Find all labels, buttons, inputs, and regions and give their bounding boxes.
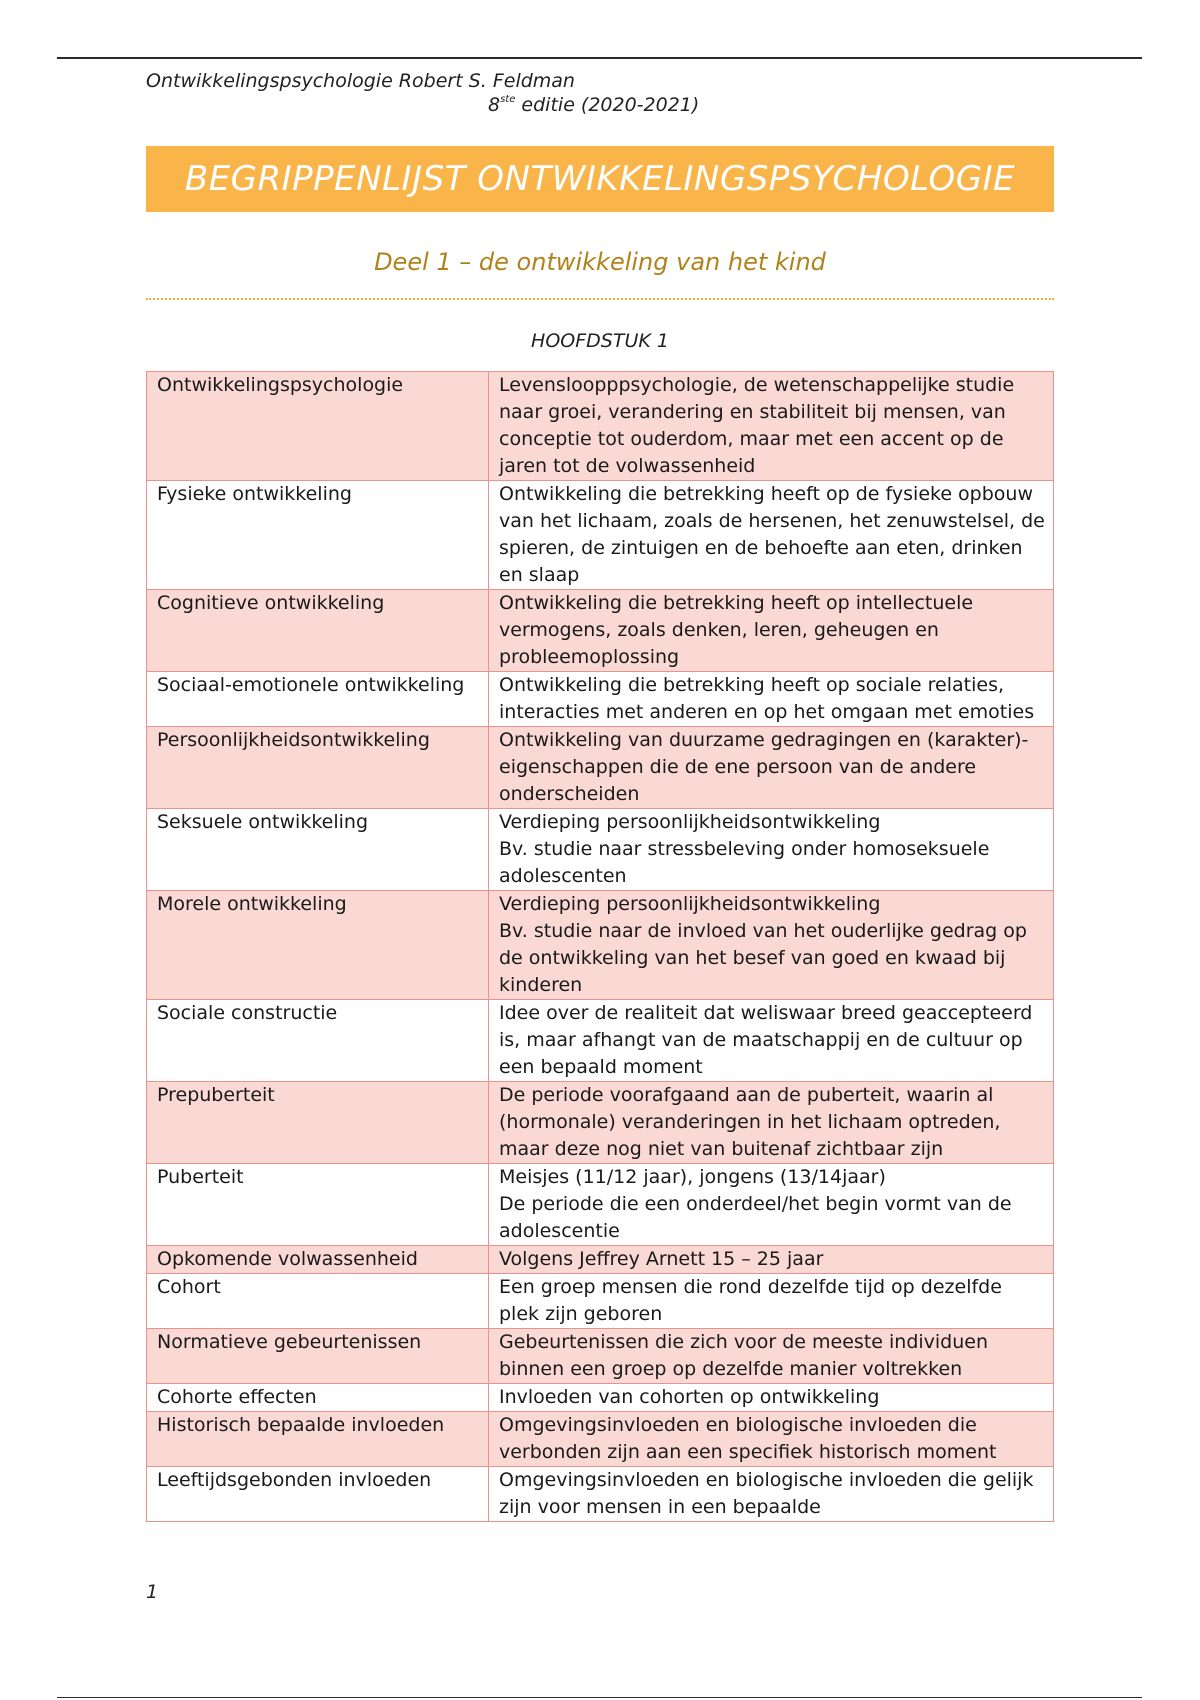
glossary-term: Historisch bepaalde invloeden bbox=[147, 1412, 489, 1467]
definition-line: Omgevingsinvloeden en biologische invloeden die gelijk zijn voor mensen in een bepaalde bbox=[499, 1469, 1034, 1518]
glossary-definition bbox=[489, 809, 1054, 891]
definition-line: Meisjes (11/12 jaar), jongens (13/14jaar) bbox=[499, 1166, 886, 1188]
glossary-term: Fysieke ontwikkeling bbox=[147, 481, 489, 590]
glossary-definition bbox=[489, 590, 1054, 672]
glossary-table bbox=[146, 371, 1054, 1522]
table-row bbox=[147, 809, 1054, 891]
definition-line: Verdieping persoonlijkheidsontwikkeling bbox=[499, 811, 881, 833]
glossary-definition bbox=[489, 1384, 1054, 1412]
glossary-term: Persoonlijkheidsontwikkeling bbox=[147, 727, 489, 809]
glossary-definition bbox=[489, 1329, 1054, 1384]
glossary-definition bbox=[489, 891, 1054, 1000]
glossary-definition bbox=[489, 1164, 1054, 1246]
table-row bbox=[147, 1274, 1054, 1329]
table-row bbox=[147, 727, 1054, 809]
top-rule bbox=[57, 57, 1142, 59]
glossary-definition bbox=[489, 1467, 1054, 1522]
table-row bbox=[147, 1082, 1054, 1164]
glossary-term: Sociale constructie bbox=[147, 1000, 489, 1082]
glossary-definition bbox=[489, 1274, 1054, 1329]
part-title: Deel 1 – de ontwikkeling van het kind bbox=[374, 248, 826, 276]
edition-number: 8 bbox=[488, 94, 501, 116]
table-row bbox=[147, 1384, 1054, 1412]
definition-line: Ontwikkeling die betrekking heeft op sociale relaties, interacties met anderen en op het omgaan met emoties bbox=[499, 674, 1035, 723]
glossary-term: Prepuberteit bbox=[147, 1082, 489, 1164]
glossary-definition bbox=[489, 372, 1054, 481]
title-banner bbox=[146, 146, 1054, 212]
bottom-rule bbox=[57, 1697, 1142, 1698]
definition-line: Ontwikkeling die betrekking heeft op intellectuele vermogens, zoals denken, leren, geheugen en probleemoplossing bbox=[499, 592, 974, 668]
glossary-definition bbox=[489, 1412, 1054, 1467]
glossary-definition bbox=[489, 1000, 1054, 1082]
glossary-definition bbox=[489, 1246, 1054, 1274]
glossary-term: Morele ontwikkeling bbox=[147, 891, 489, 1000]
table-row bbox=[147, 891, 1054, 1000]
definition-line: Bv. studie naar stressbeleving onder homoseksuele adolescenten bbox=[499, 838, 990, 887]
page-number: 1 bbox=[146, 1581, 159, 1603]
table-row bbox=[147, 590, 1054, 672]
glossary-definition bbox=[489, 672, 1054, 727]
glossary-term: Ontwikkelingspsychologie bbox=[147, 372, 489, 481]
definition-line: Invloeden van cohorten op ontwikkeling bbox=[499, 1386, 880, 1408]
edition-rest: editie (2020-2021) bbox=[515, 94, 700, 116]
glossary-term: Normatieve gebeurtenissen bbox=[147, 1329, 489, 1384]
banner-title: BEGRIPPENLIJST ONTWIKKELINGSPSYCHOLOGIE bbox=[184, 159, 1016, 199]
definition-line: Volgens Jeffrey Arnett 15 – 25 jaar bbox=[499, 1248, 824, 1270]
dotted-divider bbox=[146, 298, 1054, 300]
table-row bbox=[147, 481, 1054, 590]
glossary-term: Cohorte effecten bbox=[147, 1384, 489, 1412]
definition-line: Verdieping persoonlijkheidsontwikkeling bbox=[499, 893, 881, 915]
definition-line: Een groep mensen die rond dezelfde tijd op dezelfde plek zijn geboren bbox=[499, 1276, 1002, 1325]
definition-line: De periode voorafgaand aan de puberteit, waarin al (hormonale) veranderingen in het lichaam optreden, maar deze nog niet van buitenaf zichtbaar zijn bbox=[499, 1084, 1001, 1160]
edition-line bbox=[488, 94, 699, 116]
definition-line: Idee over de realiteit dat weliswaar breed geaccepteerd is, maar afhangt van de maatschappij en de cultuur op een bepaald moment bbox=[499, 1002, 1033, 1078]
table-row bbox=[147, 1246, 1054, 1274]
chapter-title: HOOFDSTUK 1 bbox=[531, 330, 669, 352]
glossary-term: Leeftijdsgebonden invloeden bbox=[147, 1467, 489, 1522]
table-row bbox=[147, 1412, 1054, 1467]
glossary-definition bbox=[489, 727, 1054, 809]
glossary-definition bbox=[489, 481, 1054, 590]
table-row bbox=[147, 372, 1054, 481]
definition-line: Bv. studie naar de invloed van het ouderlijke gedrag op de ontwikkeling van het besef van goed en kwaad bij kinderen bbox=[499, 920, 1027, 996]
edition-suffix: ste bbox=[500, 94, 516, 105]
definition-line: Gebeurtenissen die zich voor de meeste individuen binnen een groep op dezelfde manier voltrekken bbox=[499, 1331, 989, 1380]
book-title: Ontwikkelingspsychologie Robert S. Feldman bbox=[146, 70, 575, 92]
glossary-term: Opkomende volwassenheid bbox=[147, 1246, 489, 1274]
glossary-definition bbox=[489, 1082, 1054, 1164]
table-row bbox=[147, 1164, 1054, 1246]
glossary-term: Puberteit bbox=[147, 1164, 489, 1246]
table-row bbox=[147, 1467, 1054, 1522]
definition-line: Levensloopppsychologie, de wetenschappelijke studie naar groei, verandering en stabiliteit bij mensen, van conceptie tot ouderdom, maar met een accent op de jaren tot de volwassenheid bbox=[499, 374, 1015, 477]
glossary-body bbox=[147, 372, 1054, 1522]
table-row bbox=[147, 672, 1054, 727]
glossary-term: Seksuele ontwikkeling bbox=[147, 809, 489, 891]
definition-line: Ontwikkeling van duurzame gedragingen en (karakter)-eigenschappen die de ene persoon van de andere onderscheiden bbox=[499, 729, 1029, 805]
definition-line: De periode die een onderdeel/het begin vormt van de adolescentie bbox=[499, 1193, 1012, 1242]
table-row bbox=[147, 1000, 1054, 1082]
glossary-term: Sociaal-emotionele ontwikkeling bbox=[147, 672, 489, 727]
glossary-term: Cohort bbox=[147, 1274, 489, 1329]
table-row bbox=[147, 1329, 1054, 1384]
definition-line: Omgevingsinvloeden en biologische invloeden die verbonden zijn aan een specifiek historisch moment bbox=[499, 1414, 997, 1463]
definition-line: Ontwikkeling die betrekking heeft op de fysieke opbouw van het lichaam, zoals de hersenen, het zenuwstelsel, de spieren, de zintuigen en de behoefte aan eten, drinken en slaap bbox=[499, 483, 1045, 586]
glossary-term: Cognitieve ontwikkeling bbox=[147, 590, 489, 672]
